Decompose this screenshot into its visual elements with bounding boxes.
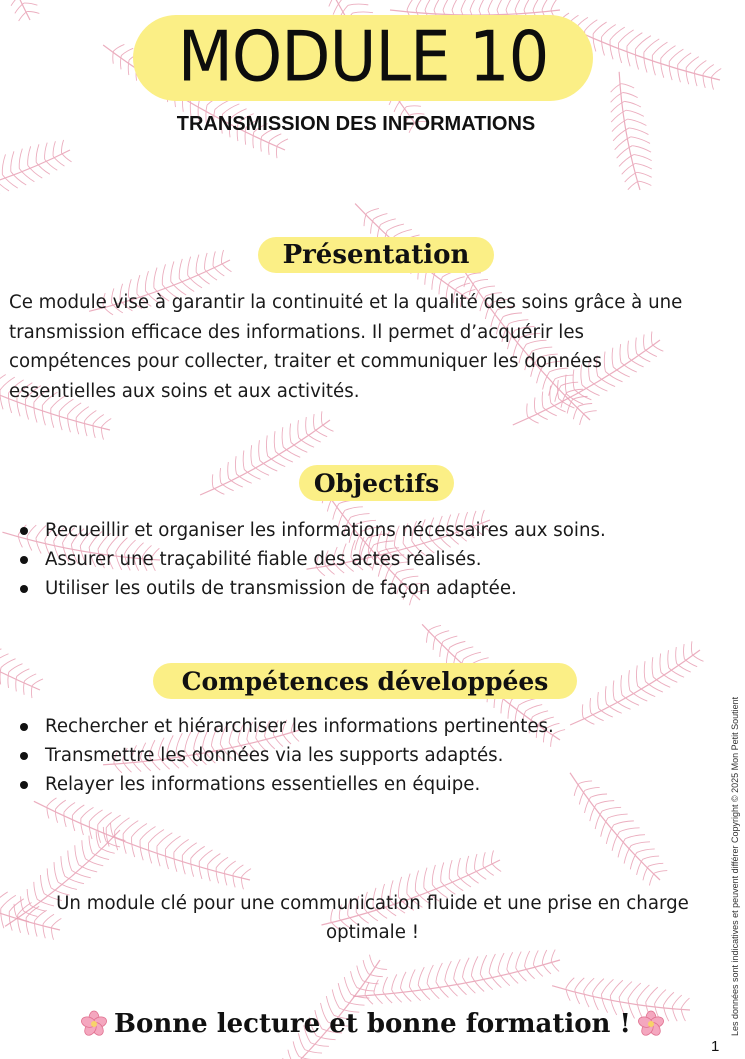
presentation-heading: Présentation <box>258 237 494 273</box>
presentation-line: compétences pour collecter, traiter et communiquer les données <box>9 351 602 372</box>
closing-statement <box>10 889 735 947</box>
fern-sprig-decoration <box>28 784 256 896</box>
bullet-icon <box>20 556 28 564</box>
competences-heading: Compétences développées <box>153 663 577 699</box>
bullet-icon <box>20 527 28 535</box>
page-number: 1 <box>711 1038 720 1055</box>
bullet-icon <box>20 752 28 760</box>
cherry-blossom-icon <box>80 1010 108 1038</box>
list-item-text: Assurer une traçabilité fiable des actes réalisés. <box>45 549 482 570</box>
closing-line: optimale ! <box>325 922 420 943</box>
bullet-icon <box>20 723 28 731</box>
fern-sprig-decoration <box>0 133 76 215</box>
list-item-text: Rechercher et hiérarchiser les informations pertinentes. <box>45 716 554 737</box>
list-item <box>18 712 718 741</box>
list-item <box>18 741 718 770</box>
list-item-text: Relayer les informations essentielles en équipe. <box>45 774 481 795</box>
list-item-text: Recueillir et organiser les informations nécessaires aux soins. <box>45 520 606 541</box>
list-item <box>18 770 718 799</box>
competences-list <box>18 712 718 799</box>
module-subtitle: TRANSMISSION DES INFORMATIONS <box>176 113 536 135</box>
bullet-icon <box>20 781 28 789</box>
module-title: MODULE 10 <box>177 18 549 98</box>
cherry-blossom-icon <box>637 1010 665 1038</box>
presentation-line: transmission efficace des informations. Il permet d’acquérir les <box>9 321 585 343</box>
copyright-note: Les données sont indicatives et peuvent différer Copyright © 2025 Mon Petit Soutient <box>730 696 740 1036</box>
list-item <box>18 545 718 574</box>
list-item-text: Transmettre les données via les supports adaptés. <box>45 745 504 766</box>
objectifs-list <box>18 516 718 603</box>
list-item <box>18 574 718 603</box>
module-title-badge <box>133 15 593 101</box>
presentation-paragraph <box>9 288 735 406</box>
bullet-icon <box>20 585 28 593</box>
presentation-line: Ce module vise à garantir la continuité et la qualité des soins grâce à une <box>9 292 683 313</box>
list-item-text: Utiliser les outils de transmission de façon adaptée. <box>45 578 517 599</box>
list-item <box>18 516 718 545</box>
footer-banner <box>0 1004 745 1044</box>
presentation-line: essentielles aux soins et aux activités. <box>9 380 360 402</box>
footer-message: Bonne lecture et bonne formation ! <box>114 1009 631 1039</box>
closing-line: Un module clé pour une communication fluide et une prise en charge <box>56 893 689 914</box>
objectifs-heading: Objectifs <box>299 465 454 501</box>
fern-sprig-decoration <box>0 0 47 26</box>
